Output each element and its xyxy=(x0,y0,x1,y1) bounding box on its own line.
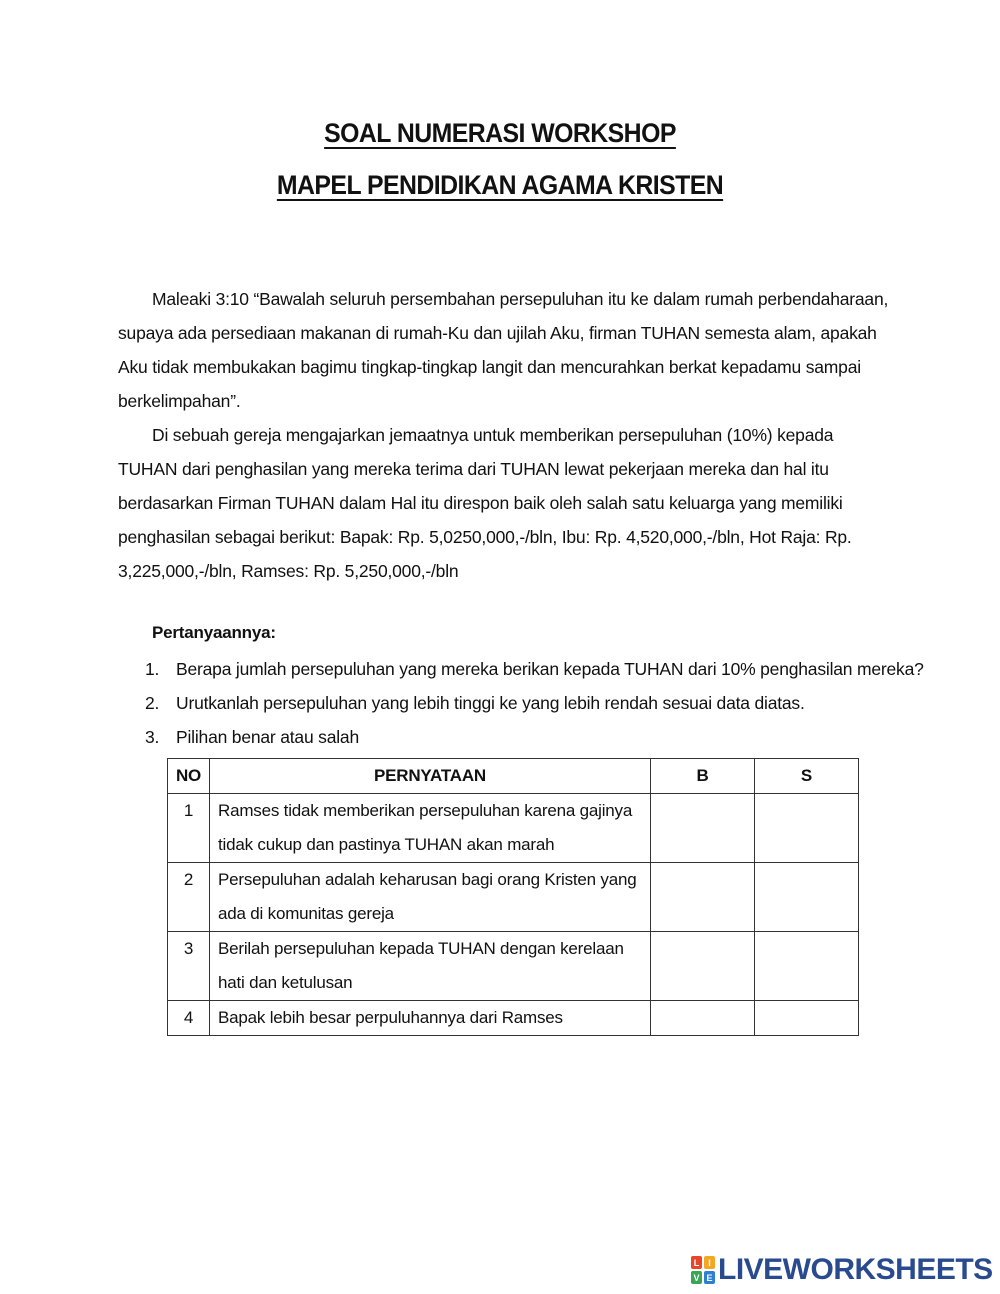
question-number: 3. xyxy=(145,727,160,747)
answer-false-cell[interactable] xyxy=(755,932,859,1001)
row-statement: Ramses tidak memberikan persepuluhan karena gajinya tidak cukup dan pastinya TUHAN akan marah xyxy=(210,794,651,863)
context-text: Di sebuah gereja mengajarkan jemaatnya untuk memberikan persepuluhan (10%) kepada TUHAN dari penghasilan yang mereka terima dari TUHAN lewat pekerjaan mereka dan hal itu berdasarkan Firman TUHAN dalam Hal itu direspon baik oleh salah satu keluarga yang memiliki penghasilan sebagai berikut: Bapak: Rp. 5,0250,000,-/bln, Ibu: Rp. 4,520,000,-/bln, Hot Raja: Rp. 3,225,000,-/bln, Ramses: Rp. 5,250,000,-/bln xyxy=(118,425,852,581)
question-number: 2. xyxy=(145,693,160,713)
table-header-row xyxy=(168,759,859,794)
question-item xyxy=(145,652,924,686)
question-text: Urutkanlah persepuluhan yang lebih tinggi ke yang lebih rendah sesuai data diatas. xyxy=(176,693,805,713)
row-statement: Bapak lebih besar perpuluhannya dari Ramses xyxy=(210,1001,651,1036)
answer-false-cell[interactable] xyxy=(755,863,859,932)
context-paragraph xyxy=(118,418,893,588)
row-number: 1 xyxy=(168,794,210,863)
answer-true-cell[interactable] xyxy=(651,932,755,1001)
row-number: 3 xyxy=(168,932,210,1001)
header-statement: PERNYATAAN xyxy=(210,759,651,794)
answer-true-cell[interactable] xyxy=(651,863,755,932)
table-row xyxy=(168,932,859,1001)
page-subtitle: MAPEL PENDIDIKAN AGAMA KRISTEN xyxy=(276,170,724,200)
question-number: 1. xyxy=(145,659,160,679)
row-number: 2 xyxy=(168,863,210,932)
header-false: S xyxy=(755,759,859,794)
table-row xyxy=(168,1001,859,1036)
header-true: B xyxy=(651,759,755,794)
svg-text:L: L xyxy=(693,1258,700,1268)
table-row xyxy=(168,863,859,932)
liveworksheets-logo xyxy=(691,1252,993,1288)
question-item xyxy=(145,720,905,754)
answer-true-cell[interactable] xyxy=(651,794,755,863)
scripture-text: Maleaki 3:10 “Bawalah seluruh persembahan persepuluhan itu ke dalam rumah perbendaharaan, supaya ada persediaan makanan di rumah-Ku dan ujilah Aku, firman TUHAN semesta alam, apakah Aku tidak membukakan bagimu tingkap-tingkap langit dan mencurahkan berkat kepadamu sampai berkelimpahan”. xyxy=(118,289,889,411)
question-text: Berapa jumlah persepuluhan yang mereka berikan kepada TUHAN dari 10% penghasilan mereka? xyxy=(176,659,924,679)
row-number: 4 xyxy=(168,1001,210,1036)
svg-text:V: V xyxy=(693,1273,700,1283)
questions-heading: Pertanyaannya: xyxy=(152,623,276,642)
logo-text: LIVEWORKSHEETS xyxy=(718,1253,993,1286)
question-item xyxy=(145,686,905,720)
scripture-paragraph xyxy=(118,282,893,418)
svg-text:I: I xyxy=(708,1258,711,1268)
answer-false-cell[interactable] xyxy=(755,1001,859,1036)
true-false-table xyxy=(167,758,859,1036)
answer-false-cell[interactable] xyxy=(755,794,859,863)
header-no: NO xyxy=(168,759,210,794)
row-statement: Berilah persepuluhan kepada TUHAN dengan kerelaan hati dan ketulusan xyxy=(210,932,651,1001)
questions-list xyxy=(145,652,924,754)
answer-true-cell[interactable] xyxy=(651,1001,755,1036)
liveworksheets-logo-icon xyxy=(691,1256,715,1284)
page-title: SOAL NUMERASI WORKSHOP xyxy=(324,118,676,148)
row-statement: Persepuluhan adalah keharusan bagi orang Kristen yang ada di komunitas gereja xyxy=(210,863,651,932)
table-row xyxy=(168,794,859,863)
question-text: Pilihan benar atau salah xyxy=(176,727,359,747)
svg-text:E: E xyxy=(706,1273,713,1283)
